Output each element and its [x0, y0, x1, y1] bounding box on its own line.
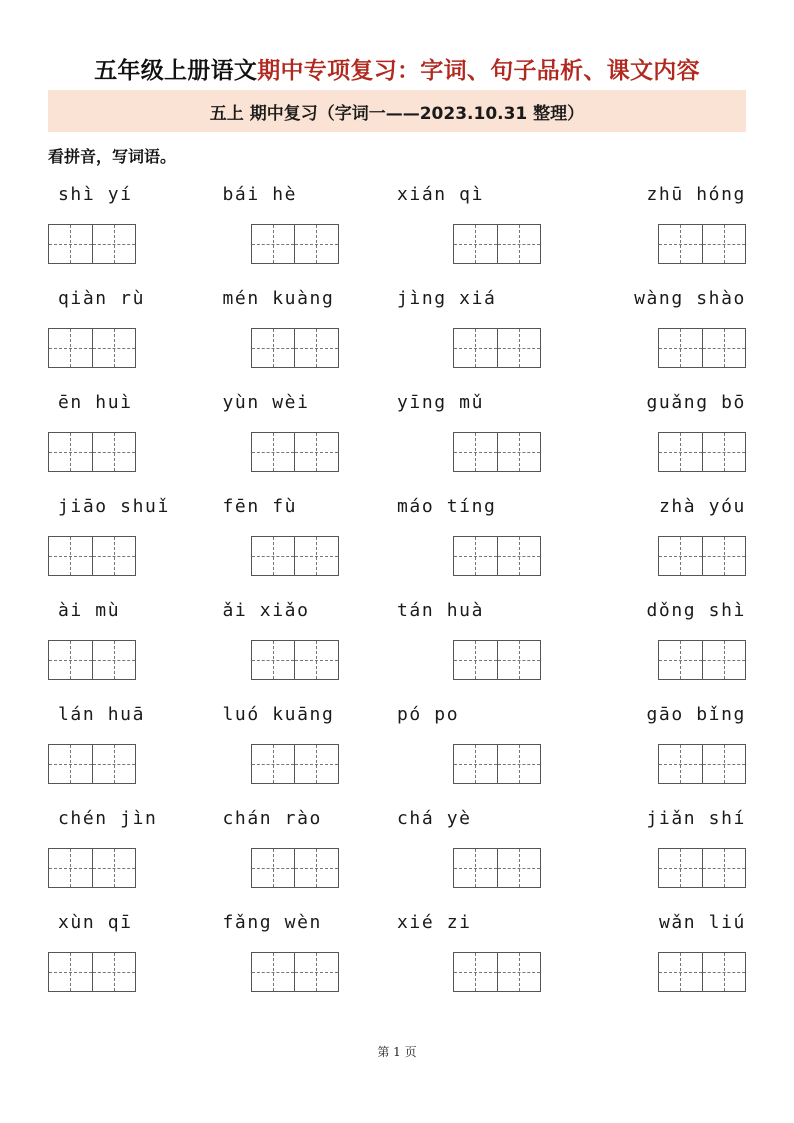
pinyin-label: tán huà: [397, 600, 485, 621]
character-cell[interactable]: [294, 745, 338, 783]
tianzige-writing-box[interactable]: [658, 536, 746, 576]
tianzige-writing-box[interactable]: [251, 224, 339, 264]
word-item: [223, 386, 398, 476]
tianzige-writing-box[interactable]: [48, 432, 136, 472]
character-cell[interactable]: [294, 537, 338, 575]
pinyin-label: chán rào: [222, 808, 322, 829]
character-cell[interactable]: [92, 537, 136, 575]
character-cell[interactable]: [49, 329, 92, 367]
character-cell[interactable]: [49, 641, 92, 679]
word-item: [48, 490, 223, 580]
character-cell[interactable]: [294, 641, 338, 679]
page-number: 第 1 页: [377, 1045, 417, 1059]
tianzige-writing-box[interactable]: [251, 432, 339, 472]
word-item: [223, 282, 398, 372]
character-cell[interactable]: [49, 953, 92, 991]
character-cell[interactable]: [497, 953, 541, 991]
character-cell[interactable]: [49, 745, 92, 783]
pinyin-label: zhū hóng: [646, 184, 746, 205]
tianzige-writing-box[interactable]: [453, 432, 541, 472]
pinyin-label: zhà yóu: [658, 496, 746, 517]
character-cell[interactable]: [702, 849, 746, 887]
tianzige-writing-box[interactable]: [658, 952, 746, 992]
word-item: [397, 802, 572, 892]
title-topic: 期中专项复习：字词、句子品析、课文内容: [257, 58, 700, 84]
exercise-instruction: 看拼音，写词语。: [48, 147, 177, 166]
character-cell[interactable]: [92, 745, 136, 783]
character-cell[interactable]: [659, 329, 702, 367]
pinyin-label: yīng mǔ: [397, 392, 485, 413]
pinyin-label: xián qì: [397, 184, 485, 205]
word-item: [397, 698, 572, 788]
character-cell[interactable]: [702, 745, 746, 783]
tianzige-writing-box[interactable]: [251, 640, 339, 680]
word-item: [223, 802, 398, 892]
pinyin-label: gāo bǐng: [646, 704, 746, 725]
character-cell[interactable]: [702, 537, 746, 575]
tianzige-writing-box[interactable]: [251, 536, 339, 576]
word-item: [223, 906, 398, 996]
section-banner: [48, 90, 746, 132]
word-item: [48, 906, 223, 996]
character-cell[interactable]: [497, 745, 541, 783]
character-cell[interactable]: [294, 433, 338, 471]
pinyin-label: chén jìn: [58, 808, 158, 829]
pinyin-label: pó po: [397, 704, 460, 725]
character-cell[interactable]: [49, 537, 92, 575]
character-cell[interactable]: [497, 849, 541, 887]
character-cell[interactable]: [659, 641, 702, 679]
word-item: [223, 698, 398, 788]
character-cell[interactable]: [252, 849, 295, 887]
pinyin-label: mén kuàng: [222, 288, 335, 309]
pinyin-label: shì yí: [58, 184, 133, 205]
word-item: [397, 386, 572, 476]
word-item: [572, 906, 747, 996]
word-item: [572, 490, 747, 580]
tianzige-writing-box[interactable]: [658, 848, 746, 888]
word-item: [48, 386, 223, 476]
pinyin-label: dǒng shì: [646, 600, 746, 621]
tianzige-writing-box[interactable]: [48, 328, 136, 368]
word-item: [397, 282, 572, 372]
character-cell[interactable]: [92, 953, 136, 991]
tianzige-writing-box[interactable]: [658, 224, 746, 264]
character-cell[interactable]: [294, 849, 338, 887]
character-cell[interactable]: [49, 225, 92, 263]
word-item: [48, 698, 223, 788]
tianzige-writing-box[interactable]: [48, 224, 136, 264]
character-cell[interactable]: [497, 537, 541, 575]
word-item: [397, 178, 572, 268]
pinyin-label: jìng xiá: [397, 288, 497, 309]
character-cell[interactable]: [252, 225, 295, 263]
word-item: [223, 594, 398, 684]
pinyin-label: qiàn rù: [58, 288, 146, 309]
word-item: [223, 178, 398, 268]
word-item: [572, 594, 747, 684]
tianzige-writing-box[interactable]: [48, 952, 136, 992]
character-cell[interactable]: [454, 329, 497, 367]
character-cell[interactable]: [92, 225, 136, 263]
word-item: [572, 802, 747, 892]
pinyin-label: bái hè: [222, 184, 298, 205]
pinyin-label: xùn qī: [58, 912, 133, 933]
tianzige-writing-box[interactable]: [251, 848, 339, 888]
tianzige-writing-box[interactable]: [453, 744, 541, 784]
character-cell[interactable]: [497, 225, 541, 263]
tianzige-writing-box[interactable]: [658, 640, 746, 680]
character-cell[interactable]: [702, 329, 746, 367]
character-cell[interactable]: [659, 225, 702, 263]
tianzige-writing-box[interactable]: [48, 848, 136, 888]
pinyin-label: fǎng wèn: [222, 912, 322, 933]
title-grade-subject: 五年级上册语文: [94, 58, 258, 84]
tianzige-writing-box[interactable]: [453, 640, 541, 680]
word-item: [572, 178, 747, 268]
character-cell[interactable]: [497, 433, 541, 471]
character-cell[interactable]: [454, 953, 497, 991]
character-cell[interactable]: [454, 641, 497, 679]
tianzige-writing-box[interactable]: [48, 744, 136, 784]
tianzige-writing-box[interactable]: [251, 744, 339, 784]
tianzige-writing-box[interactable]: [251, 328, 339, 368]
character-cell[interactable]: [659, 537, 702, 575]
tianzige-writing-box[interactable]: [48, 536, 136, 576]
character-cell[interactable]: [252, 745, 295, 783]
character-cell[interactable]: [92, 849, 136, 887]
tianzige-writing-box[interactable]: [658, 328, 746, 368]
character-cell[interactable]: [497, 641, 541, 679]
character-cell[interactable]: [252, 953, 295, 991]
character-cell[interactable]: [252, 537, 295, 575]
pinyin-label: máo tíng: [397, 496, 497, 517]
pinyin-label: wǎn liú: [658, 912, 746, 933]
tianzige-writing-box[interactable]: [453, 328, 541, 368]
word-item: [48, 178, 223, 268]
pinyin-label: xié zi: [397, 912, 472, 933]
character-cell[interactable]: [49, 433, 92, 471]
tianzige-writing-box[interactable]: [658, 432, 746, 472]
character-cell[interactable]: [294, 329, 338, 367]
pinyin-label: lán huā: [58, 704, 146, 725]
character-cell[interactable]: [454, 537, 497, 575]
character-cell[interactable]: [702, 225, 746, 263]
pinyin-label: fēn fù: [222, 496, 298, 517]
tianzige-writing-box[interactable]: [453, 952, 541, 992]
character-cell[interactable]: [454, 745, 497, 783]
character-cell[interactable]: [252, 433, 295, 471]
character-cell[interactable]: [659, 433, 702, 471]
tianzige-writing-box[interactable]: [251, 952, 339, 992]
character-cell[interactable]: [49, 849, 92, 887]
character-cell[interactable]: [702, 433, 746, 471]
character-cell[interactable]: [294, 225, 338, 263]
word-item: [223, 490, 398, 580]
page-title: [0, 52, 794, 85]
pinyin-label: ǎi xiǎo: [222, 600, 310, 621]
character-cell[interactable]: [702, 953, 746, 991]
pinyin-label: luó kuāng: [222, 704, 335, 725]
tianzige-writing-box[interactable]: [48, 640, 136, 680]
pinyin-label: ài mù: [58, 600, 121, 621]
word-item: [48, 802, 223, 892]
pinyin-label: ēn huì: [58, 392, 133, 413]
character-cell[interactable]: [454, 433, 497, 471]
pinyin-label: jiāo shuǐ: [58, 496, 170, 517]
character-cell[interactable]: [92, 433, 136, 471]
character-cell[interactable]: [659, 953, 702, 991]
pinyin-word-grid: [48, 178, 746, 996]
word-item: [48, 594, 223, 684]
tianzige-writing-box[interactable]: [453, 848, 541, 888]
character-cell[interactable]: [454, 225, 497, 263]
character-cell[interactable]: [294, 953, 338, 991]
character-cell[interactable]: [252, 329, 295, 367]
word-item: [572, 386, 747, 476]
tianzige-writing-box[interactable]: [453, 536, 541, 576]
character-cell[interactable]: [92, 329, 136, 367]
word-item: [397, 490, 572, 580]
pinyin-label: guǎng bō: [646, 392, 746, 413]
pinyin-label: yùn wèi: [222, 392, 310, 413]
pinyin-label: wàng shào: [634, 288, 746, 309]
word-item: [572, 698, 747, 788]
pinyin-label: chá yè: [397, 808, 472, 829]
character-cell[interactable]: [659, 849, 702, 887]
character-cell[interactable]: [659, 745, 702, 783]
word-item: [397, 906, 572, 996]
word-item: [572, 282, 747, 372]
word-item: [48, 282, 223, 372]
banner-text: 五上 期中复习（字词一——2023.10.31 整理）: [209, 103, 585, 124]
character-cell[interactable]: [497, 329, 541, 367]
pinyin-label: jiǎn shí: [646, 808, 746, 829]
word-item: [397, 594, 572, 684]
character-cell[interactable]: [252, 641, 295, 679]
tianzige-writing-box[interactable]: [453, 224, 541, 264]
character-cell[interactable]: [702, 641, 746, 679]
tianzige-writing-box[interactable]: [658, 744, 746, 784]
character-cell[interactable]: [454, 849, 497, 887]
character-cell[interactable]: [92, 641, 136, 679]
